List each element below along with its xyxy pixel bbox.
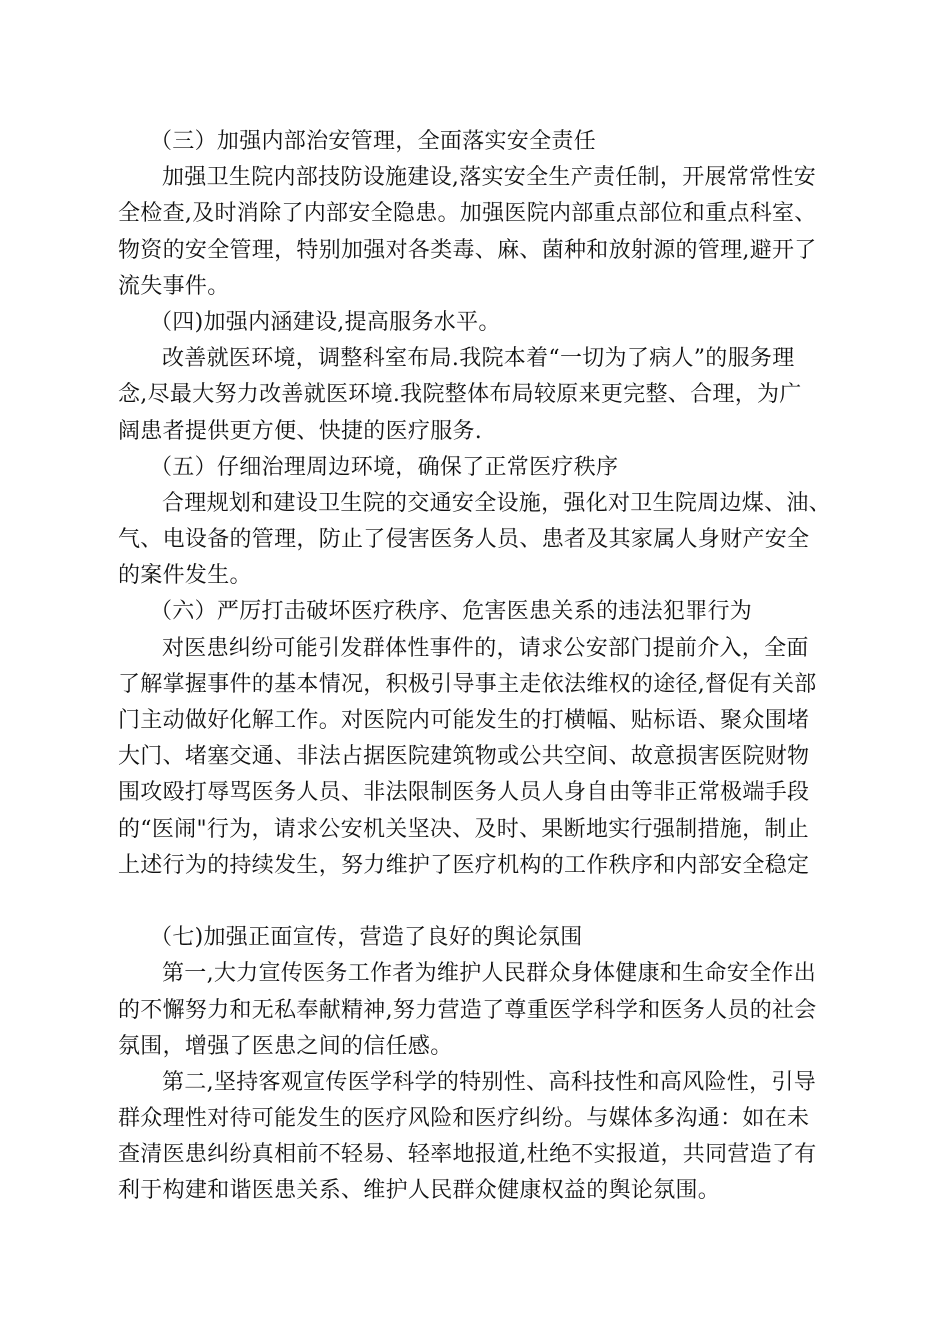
section-heading: （五）仔细治理周边环境，确保了正常医疗秩序 xyxy=(150,454,619,480)
paragraph-line: 氛围，增强了医患之间的信任感。 xyxy=(118,1033,453,1059)
paragraph-line: 第一,大力宣传医务工作者为维护人民群众身体健康和生命安全作出 xyxy=(162,961,816,987)
paragraph-line: 流失事件。 xyxy=(118,273,230,299)
paragraph-line: 对医患纠纷可能引发群体性事件的，请求公安部门提前介入，全面 xyxy=(162,635,809,661)
paragraph-line: 大门、堵塞交通、非法占据医院建筑物或公共空间、故意损害医院财物 xyxy=(118,744,810,770)
document-body xyxy=(118,124,838,1210)
paragraph-line: 门主动做好化解工作。对医院内可能发生的打横幅、贴标语、聚众围堵 xyxy=(118,708,810,733)
section-heading: （七)加强正面宣传，营造了良好的舆论氛围 xyxy=(150,925,583,951)
paragraph-line: 第二,坚持客观宣传医学科学的特别性、高科技性和高风险性，引导 xyxy=(162,1069,816,1095)
paragraph-line: 改善就医环境，调整科室布局.我院本着“一切为了病人”的服务理 xyxy=(162,346,795,372)
paragraph-line: 上述行为的持续发生，努力维护了医疗机构的工作秩序和内部安全稳定 xyxy=(118,852,810,878)
paragraph-line: 利于构建和谐医患关系、维护人民群众健康权益的舆论氛围。 xyxy=(118,1178,721,1204)
paragraph-line: 合理规划和建设卫生院的交通安全设施，强化对卫生院周边煤、油、 xyxy=(162,490,832,516)
paragraph-line: 查清医患纠纷真相前不轻易、轻率地报道,杜绝不实报道，共同营造了有 xyxy=(118,1142,817,1168)
paragraph-line: 的案件发生。 xyxy=(118,563,252,589)
section-heading: （三）加强内部治安管理，全面落实安全责任 xyxy=(150,129,597,154)
paragraph-line: 群众理性对待可能发生的医疗风险和医疗纠纷。与媒体多沟通：如在未 xyxy=(118,1106,810,1132)
paragraph-line: 物资的安全管理，特别加强对各类毒、麻、菌种和放射源的管理,避开了 xyxy=(118,237,817,263)
paragraph-line: 了解掌握事件的基本情况，积极引导事主走依法维权的途径,督促有关部 xyxy=(118,671,817,697)
paragraph-line: 的“医闹"行为，请求公安机关坚决、及时、果断地实行强制措施，制止 xyxy=(118,816,809,842)
section-heading: （六）严厉打击破坏医疗秩序、危害医患关系的违法犯罪行为 xyxy=(150,599,753,625)
paragraph-line: 围攻殴打辱骂医务人员、非法限制医务人员人身自由等非正常极端手段 xyxy=(118,780,810,806)
blank-line xyxy=(118,884,838,920)
paragraph-line: 气、电设备的管理，防止了侵害医务人员、患者及其家属人身财产安全 xyxy=(118,527,810,553)
paragraph-line: 全检查,及时消除了内部安全隐患。加强医院内部重点部位和重点科室、 xyxy=(118,201,817,227)
paragraph-line: 的不懈努力和无私奉献精神,努力营造了尊重医学科学和医务人员的社会 xyxy=(118,997,817,1023)
paragraph-line: 念,尽最大努力改善就医环境.我院整体布局较原来更完整、合理，为广 xyxy=(118,382,802,408)
paragraph-line: 加强卫生院内部技防设施建设,落实安全生产责任制，开展常常性安 xyxy=(162,165,816,191)
section-heading: （四)加强内涵建设,提高服务水平。 xyxy=(150,309,501,335)
paragraph-line: 阔患者提供更方便、快捷的医疗服务. xyxy=(118,418,483,444)
